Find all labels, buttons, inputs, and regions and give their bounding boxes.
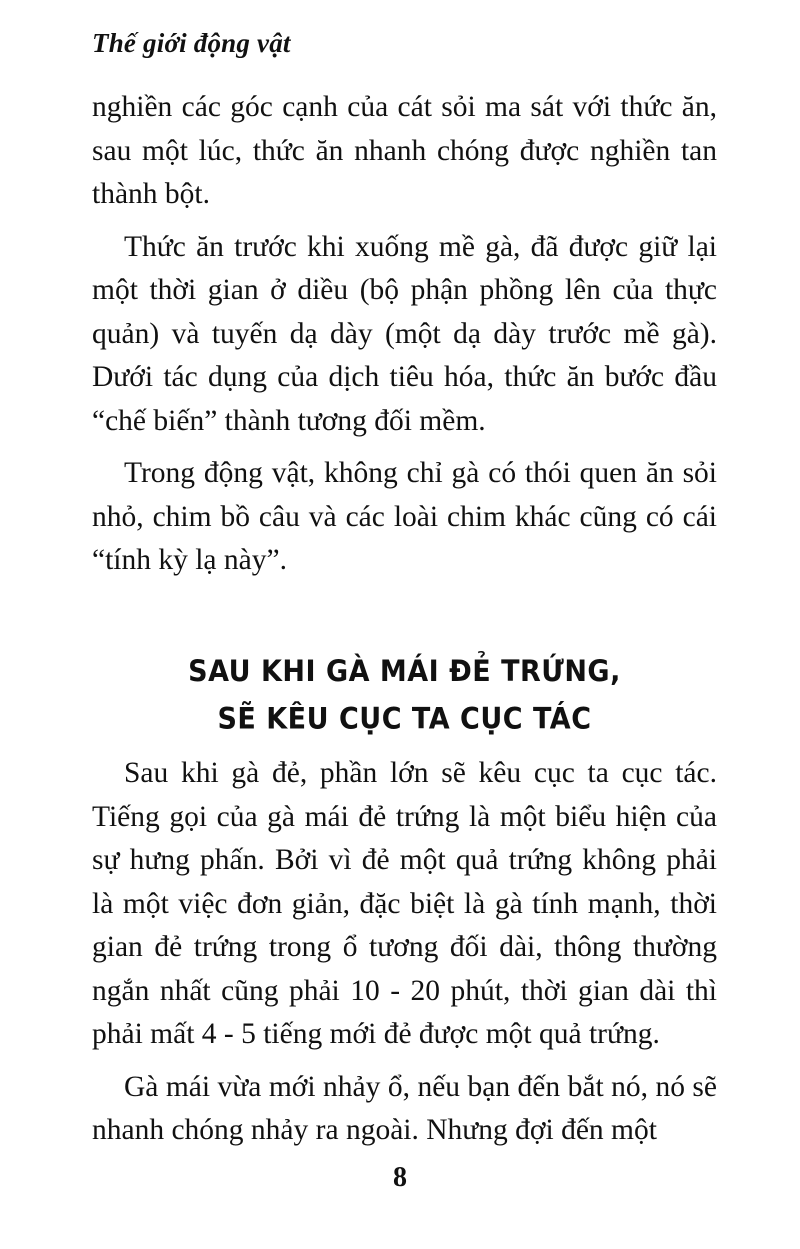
paragraph: Trong động vật, không chỉ gà có thói quen ăn sỏi nhỏ, chim bồ câu và các loài chim khác cũng có cái “tính kỳ lạ này”. — [92, 457, 717, 576]
running-header-title: Thế giới động vật — [92, 28, 291, 58]
page-number: 8 — [393, 1162, 407, 1193]
paragraph-continued: nghiền các góc cạnh của cát sỏi ma sát với thức ăn, sau một lúc, thức ăn nhanh chóng được nghiền tan thành bột. — [92, 91, 717, 210]
section-heading-line-1: SAU KHI GÀ MÁI ĐẺ TRỨNG, — [188, 654, 621, 689]
section-2-text — [92, 752, 717, 1162]
paragraph: Thức ăn trước khi xuống mề gà, đã được giữ lại một thời gian ở diều (bộ phận phồng lên của thực quản) và tuyến dạ dày (một dạ dày trước mề gà). Dưới tác dụng của dịch tiêu hóa, thức ăn bước đầu “chế biến” thành tương đối mềm. — [92, 230, 717, 437]
section-heading — [92, 648, 717, 743]
section-heading-line-2: SẼ KÊU CỤC TA CỤC TÁC — [217, 702, 592, 736]
paragraph: Sau khi gà đẻ, phần lớn sẽ kêu cục ta cục tác. Tiếng gọi của gà mái đẻ trứng là một biểu hiện của sự hưng phấn. Bởi vì đẻ một quả trứng không phải là một việc đơn giản, đặc biệt là gà tính mạnh, thời gian đẻ trứng trong ổ tương đối dài, thông thường ngắn nhất cũng phải 10 - 20 phút, thời gian dài thì phải mất 4 - 5 tiếng mới đẻ được một quả trứng. — [92, 757, 717, 1050]
section-1-text — [92, 86, 717, 592]
paragraph: Gà mái vừa mới nhảy ổ, nếu bạn đến bắt nó, nó sẽ nhanh chóng nhảy ra ngoài. Nhưng đợi đến một — [92, 1070, 717, 1146]
